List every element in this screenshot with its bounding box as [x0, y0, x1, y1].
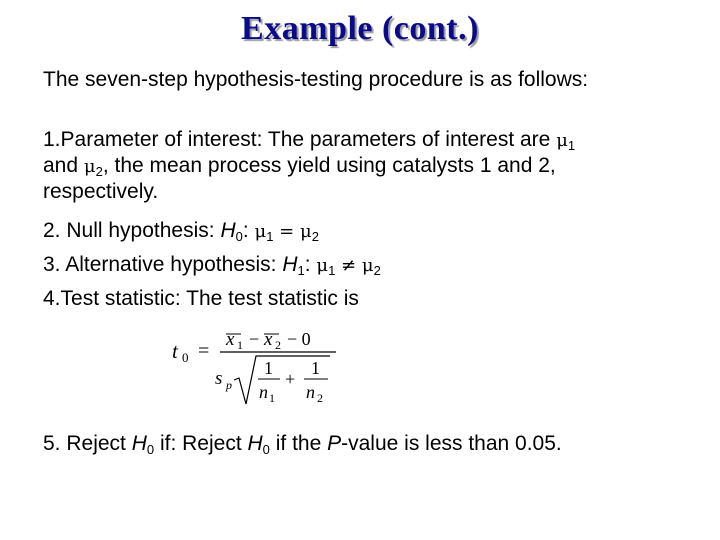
step-4-line: 4.Test statistic: The test statistic is	[43, 287, 359, 310]
hypothesis-subscript: 0	[146, 442, 155, 457]
formula-n2: n	[306, 382, 315, 402]
hypothesis-symbol: H	[247, 432, 263, 455]
colon: :	[242, 219, 255, 242]
step-5-text: if the	[269, 432, 328, 455]
formula-minus-zero: − 0	[287, 329, 311, 349]
formula-n1: n	[259, 382, 268, 402]
formula-x1-sub: 1	[237, 338, 243, 352]
p-symbol: P	[327, 432, 342, 455]
formula-x2-sub: 2	[275, 338, 281, 352]
formula-minus: −	[249, 329, 260, 349]
hypothesis-symbol: H	[131, 432, 147, 455]
equals-symbol: =	[273, 221, 300, 242]
mu-symbol: μ	[83, 156, 96, 177]
test-statistic-formula	[170, 322, 350, 408]
hypothesis-symbol: H	[220, 219, 236, 242]
mu-subscript: 2	[311, 229, 319, 244]
colon: :	[304, 253, 317, 276]
step-1-text: and	[43, 154, 84, 177]
formula-s-sub: p	[226, 378, 232, 392]
hypothesis-subscript: 1	[297, 263, 305, 278]
hypothesis-subscript: 0	[235, 229, 243, 244]
formula-one-b: 1	[311, 358, 320, 378]
step-3-text: 3. Alternative hypothesis:	[43, 253, 283, 276]
step-3-line	[43, 252, 381, 279]
formula-x1: x	[226, 329, 235, 350]
mu-symbol: μ	[254, 221, 267, 242]
mu-subscript: 2	[95, 164, 103, 179]
formula-n2-sub: 2	[317, 391, 323, 405]
step-5-text: if: Reject	[154, 432, 248, 455]
step-5-text: 5. Reject	[43, 432, 132, 455]
hypothesis-symbol: H	[282, 253, 298, 276]
step-1-line-2	[43, 153, 556, 180]
step-1-text: 1.Parameter of interest: The parameters of interest are	[43, 128, 557, 151]
formula-t-sub: 0	[182, 350, 189, 365]
step-1-text: , the mean process yield using catalysts 1 and 2,	[102, 154, 556, 177]
mu-symbol: μ	[299, 221, 312, 242]
hypothesis-subscript: 0	[262, 442, 270, 457]
formula-s: s	[215, 368, 223, 389]
step-5-line	[43, 431, 562, 457]
mu-symbol: μ	[361, 255, 374, 276]
step-2-line	[43, 218, 319, 245]
formula-n1-sub: 1	[269, 391, 275, 405]
not-equal-symbol: ≠	[335, 255, 362, 276]
intro-text: The seven-step hypothesis-testing procedure is as follows:	[43, 68, 589, 91]
formula-plus: +	[285, 369, 296, 389]
formula-equals: =	[198, 340, 210, 362]
mu-symbol: μ	[316, 255, 329, 276]
formula-x2: x	[264, 329, 273, 350]
formula-one-a: 1	[264, 358, 273, 378]
mu-subscript: 1	[328, 263, 336, 278]
mu-subscript: 1	[266, 229, 274, 244]
formula-t: t	[172, 339, 178, 363]
step-1-line-1	[43, 127, 575, 154]
step-2-text: 2. Null hypothesis:	[43, 219, 221, 242]
step-1-line-3: respectively.	[43, 180, 159, 203]
slide-title: Example (cont.)	[241, 10, 479, 47]
mu-subscript: 1	[567, 138, 576, 153]
mu-symbol: μ	[556, 130, 568, 151]
mu-subscript: 2	[373, 263, 381, 278]
step-5-text: -value is less than 0.05.	[341, 432, 562, 455]
